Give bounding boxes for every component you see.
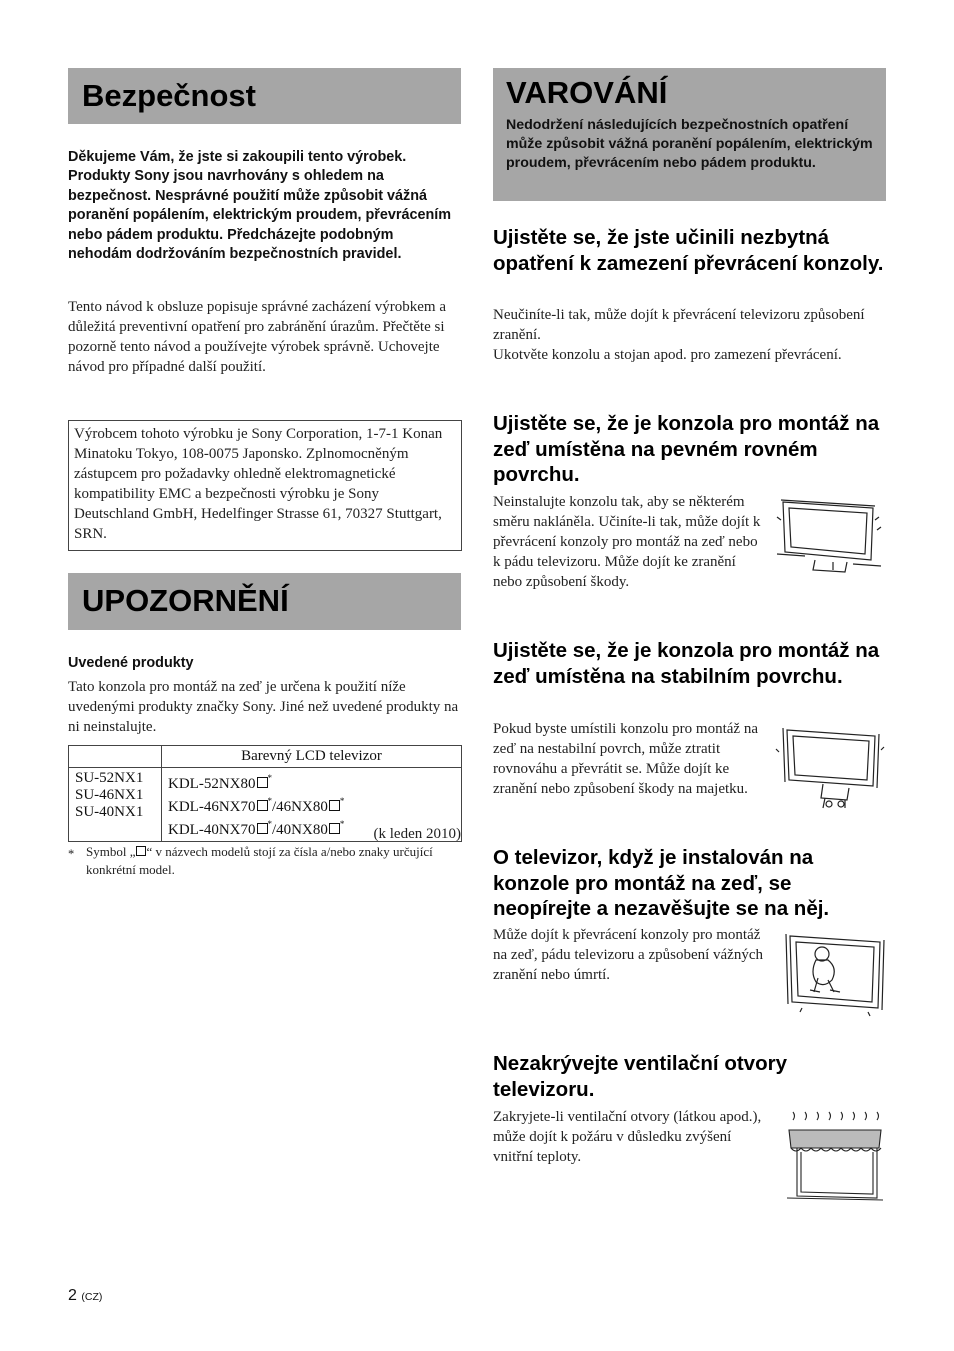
tv-model-line: KDL-46NX70 */46NX80 * xyxy=(168,796,345,815)
bracket-model: SU-52NX1 xyxy=(75,770,144,786)
section-4-body: Může dojít k převrácení konzoly pro montáž na zeď, pádu televizoru a způsobení vážných zranění nebo úmrtí. xyxy=(493,927,763,983)
tv-model-line: KDL-52NX80 * xyxy=(168,773,272,792)
section-2-body: Neinstalujte konzolu tak, aby se některém směru nakláněla. Učiníte-li tak, může dojít k převrácení konzoly pro montáž na zeď nebo k pádu televizoru. Může dojít ke zranění nebo způsobení škody. xyxy=(493,494,761,590)
intro-body-text: Tento návod k obsluze popisuje správné zacházení výrobkem a důležitá preventivní opatření pro zabránění úrazům. Přečtěte si pozorně tento návod a používejte výrobek správně. Uchovejte návod pro případné další použití. xyxy=(68,299,446,375)
unstable-tv-illustration xyxy=(775,722,885,810)
language-code: (CZ) xyxy=(81,1291,103,1303)
table-header-row xyxy=(69,746,462,768)
section-4-heading: O televizor, když je instalován na konzole pro montáž na zeď, se neopírejte a nezavěšujte se na něj. xyxy=(493,846,830,920)
section-2-heading: Ujistěte se, že je konzola pro montáž na zeď umístěna na pevném rovném povrchu. xyxy=(493,412,880,486)
table-header-cell: Barevný LCD televizor xyxy=(162,746,462,768)
tilted-tv-illustration xyxy=(775,490,885,576)
section-1-body-1: Neučiníte-li tak, může dojít k převrácení televizoru způsobení zranění. xyxy=(493,307,865,343)
bracket-models-cell xyxy=(69,768,162,842)
footnote: Symbol „ “ v názvech modelů stojí za čísla a/nebo znaky určující konkrétní model. xyxy=(86,844,433,877)
section-3-heading: Ujistěte se, že je konzola pro montáž na zeď umístěna na stabilním povrchu. xyxy=(493,639,880,688)
products-heading: Uvedené produkty xyxy=(68,655,194,671)
warning-title: VAROVÁNÍ xyxy=(506,75,668,110)
caution-title: UPOZORNĚNÍ xyxy=(82,583,289,618)
section-3-body: Pokud byste umístili konzolu pro montáž na zeď na nestabilní povrch, může ztratit rovnováhu a převrátit se. Může dojít ke zranění nebo způsobení škody na majetku. xyxy=(493,721,758,797)
section-5-body: Zakryjete-li ventilační otvory (látkou apod.), může dojít k požáru v důsledku zvýšení vnitřní teploty. xyxy=(493,1109,762,1165)
page-footer xyxy=(68,1287,102,1305)
section-1-body-2: Ukotvěte konzolu a stojan apod. pro zamezení převrácení. xyxy=(493,347,842,363)
manufacturer-box: Výrobcem tohoto výrobku je Sony Corporation, 1-7-1 Konan Minatoku Tokyo, 108-0075 Japonsko. Zplnomocněným zástupcem pro požadavky ohledně elektromagnetické kompatibility EMC a bezpečnosti výrobku je Sony Deutschland GmbH, Hedelfinger Strasse 61, 70327 Stuttgart, SRN. xyxy=(68,420,462,551)
intro-bold-text: Děkujeme Vám, že jste si zakoupili tento výrobek. Produkty Sony jsou navrhovány s ohledem na bezpečnost. Nesprávné použití může způsobit vážná poranění popálením, elektrickým proudem, převrácením nebo pádem produktu. Předcházejte podobným nehodám dodržováním bezpečnostních pravidel. xyxy=(68,149,452,263)
covered-vents-illustration xyxy=(783,1108,885,1204)
section-1-heading: Ujistěte se, že jste učinili nezbytná opatření k zamezení převrácení konzoly. xyxy=(493,226,884,275)
bracket-model: SU-46NX1 xyxy=(75,787,144,803)
tv-model-line: KDL-40NX70 */40NX80 * xyxy=(168,819,345,838)
safety-title: Bezpečnost xyxy=(82,78,256,113)
leaning-person-illustration xyxy=(780,928,890,1018)
bracket-model: SU-40NX1 xyxy=(75,804,144,820)
date-note: (k leden 2010) xyxy=(373,826,461,842)
products-body: Tato konzola pro montáž na zeď je určena k použití níže uvedenými produkty značky Sony. Jiné než uvedené produkty na ni neinstalujte. xyxy=(68,679,459,735)
section-5-heading: Nezakrývejte ventilační otvory televizoru. xyxy=(493,1052,787,1101)
footnote-mark: * xyxy=(68,847,75,861)
table-empty-cell xyxy=(69,746,162,768)
page-number: 2 xyxy=(68,1287,77,1304)
warning-text: Nedodržení následujících bezpečnostních opatření může způsobit vážná poranění popálením, elektrickým proudem, převrácením nebo pádem produktu. xyxy=(506,117,873,171)
